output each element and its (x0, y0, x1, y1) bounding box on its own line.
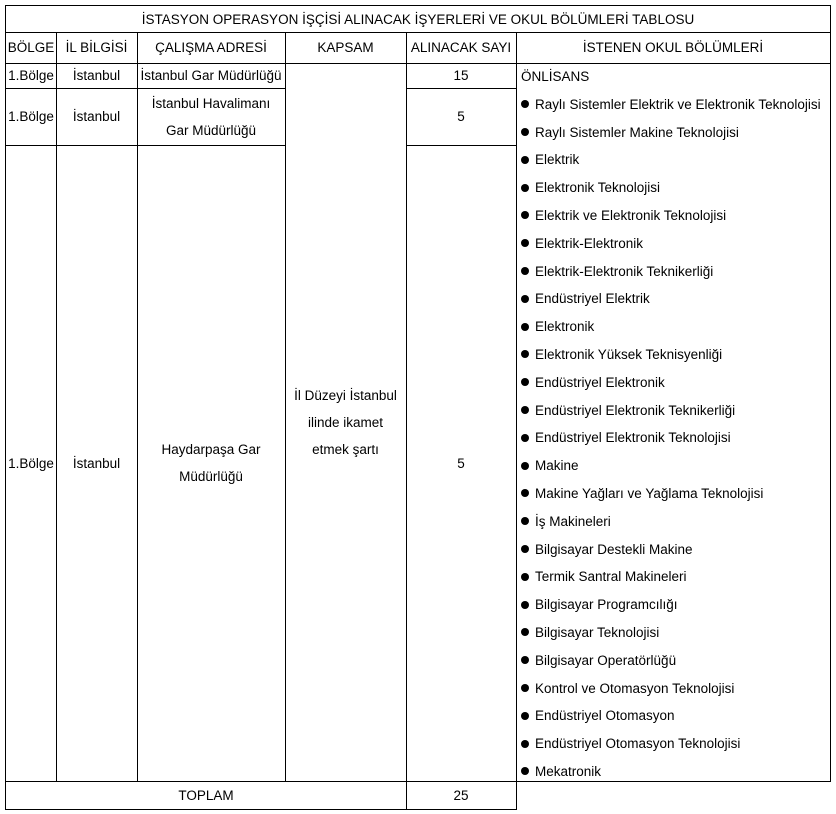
department-item-label: Elektrik (535, 152, 580, 168)
bullet-icon (521, 406, 529, 414)
department-item-label: İş Makineleri (535, 513, 611, 529)
bullet-icon (521, 239, 529, 247)
bullet-icon (521, 378, 529, 386)
department-item (521, 341, 722, 369)
row3-bolge: 1.Bölge (5, 145, 57, 782)
department-item (521, 452, 579, 480)
department-item-label: Bilgisayar Programcılığı (535, 597, 678, 613)
row1-bolge: 1.Bölge (5, 63, 57, 89)
department-item-label: Raylı Sistemler Elektrik ve Elektronik Teknolojisi (535, 96, 821, 112)
department-item-label: Endüstriyel Elektronik (535, 374, 665, 390)
row2-adres (137, 88, 286, 146)
row2-sayi: 5 (406, 88, 517, 146)
department-item (521, 369, 665, 397)
row2-adres-line1: İstanbul Havalimanı (151, 95, 271, 111)
department-item-label: Endüstriyel Otomasyon (535, 708, 675, 724)
department-item-label: Makine Yağları ve Yağlama Teknolojisi (535, 486, 764, 501)
row1-sayi: 15 (406, 63, 517, 89)
department-item-label: Raylı Sistemler Makine Teknolojisi (535, 124, 739, 140)
bullet-icon (521, 295, 529, 303)
department-item (521, 730, 740, 758)
department-item (521, 675, 734, 703)
department-item-label: Elektrik ve Elektronik Teknolojisi (535, 208, 727, 223)
row2-il: İstanbul (56, 88, 138, 146)
department-item-label: Kontrol ve Otomasyon Teknolojisi (535, 680, 735, 696)
department-item (521, 202, 726, 230)
row1-adres: İstanbul Gar Müdürlüğü (137, 63, 286, 89)
row3-adres (137, 145, 286, 782)
row2-adres-line2: Gar Müdürlüğü (165, 122, 257, 138)
department-item (521, 758, 601, 786)
department-item-label: Elektronik Teknolojisi (535, 180, 661, 196)
department-item (521, 313, 594, 341)
department-item (521, 647, 676, 675)
department-item-label: Endüstriyel Otomasyon Teknolojisi (535, 736, 741, 752)
bullet-icon (521, 462, 529, 470)
header-bolumler: İSTENEN OKUL BÖLÜMLERİ (516, 32, 831, 64)
department-item-label: Elektronik (535, 319, 595, 335)
department-item-label: Elektrik-Elektronik (535, 235, 644, 251)
department-item (521, 258, 713, 286)
row3-sayi: 5 (406, 145, 517, 782)
bullet-icon (521, 100, 529, 108)
bullet-icon (521, 712, 529, 720)
department-item (521, 619, 659, 647)
department-item (521, 702, 675, 730)
bullet-icon (521, 156, 529, 164)
department-heading-label: ÖNLİSANS (521, 69, 590, 84)
department-item-label: Endüstriyel Elektrik (535, 291, 650, 307)
department-item (521, 397, 735, 425)
table-title: İSTASYON OPERASYON İŞÇİSİ ALINACAK İŞYERLERİ VE OKUL BÖLÜMLERİ TABLOSU (5, 5, 831, 33)
row1-il: İstanbul (56, 63, 138, 89)
bullet-icon (521, 601, 529, 609)
bullet-icon (521, 628, 529, 636)
department-item (521, 119, 739, 147)
header-bolge: BÖLGE (5, 32, 57, 64)
row3-adres-line1: Haydarpaşa Gar (161, 442, 261, 457)
department-item-label: Endüstriyel Elektronik Teknolojisi (535, 430, 731, 446)
kapsam-line1: İl Düzeyi İstanbul (294, 387, 397, 403)
department-item-label: Makine (535, 458, 579, 474)
department-item-label: Bilgisayar Teknolojisi (535, 625, 660, 640)
bullet-icon (521, 323, 529, 331)
kapsam-cell (285, 63, 407, 782)
department-item (521, 174, 660, 202)
bullet-icon (521, 545, 529, 553)
bullet-icon (521, 573, 529, 581)
department-item (521, 91, 821, 119)
department-item (521, 536, 693, 564)
department-item (521, 591, 678, 619)
bullet-icon (521, 267, 529, 275)
department-item (521, 285, 650, 313)
bullet-icon (521, 489, 529, 497)
row3-adres-line2: Müdürlüğü (179, 469, 243, 484)
toplam-label: TOPLAM (5, 781, 407, 810)
bullet-icon (521, 740, 529, 748)
department-item-label: Elektrik-Elektronik Teknikerliği (535, 263, 714, 279)
department-item (521, 508, 611, 536)
header-il: İL BİLGİSİ (56, 32, 138, 64)
bullet-icon (521, 434, 529, 442)
bullet-icon (521, 184, 529, 192)
kapsam-line3: etmek şartı (312, 441, 379, 457)
bullet-icon (521, 211, 529, 219)
bullet-icon (521, 656, 529, 664)
row2-bolge: 1.Bölge (5, 88, 57, 146)
bullet-icon (521, 517, 529, 525)
kapsam-line2: ilinde ikamet (307, 414, 384, 430)
department-item (521, 230, 643, 258)
bullet-icon (521, 767, 529, 775)
department-item-label: Termik Santral Makineleri (535, 569, 687, 585)
positions-table (5, 5, 831, 810)
department-item-label: Mekatronik (535, 764, 602, 779)
department-item-label: Bilgisayar Destekli Makine (535, 541, 693, 557)
department-item-label: Endüstriyel Elektronik Teknikerliği (535, 402, 736, 418)
department-item-label: Bilgisayar Operatörlüğü (535, 652, 677, 668)
department-item-label: Elektronik Yüksek Teknisyenliği (535, 347, 723, 362)
bullet-icon (521, 350, 529, 358)
bullet-icon (521, 684, 529, 692)
department-item (521, 424, 731, 452)
row3-il: İstanbul (56, 145, 138, 782)
header-sayi: ALINACAK SAYI (406, 32, 517, 64)
department-item (521, 146, 579, 174)
department-item (521, 563, 687, 591)
bullet-icon (521, 128, 529, 136)
toplam-value: 25 (406, 781, 517, 810)
header-adres: ÇALIŞMA ADRESİ (137, 32, 286, 64)
department-heading (521, 63, 589, 91)
header-kapsam: KAPSAM (285, 32, 407, 64)
department-item (521, 480, 763, 508)
